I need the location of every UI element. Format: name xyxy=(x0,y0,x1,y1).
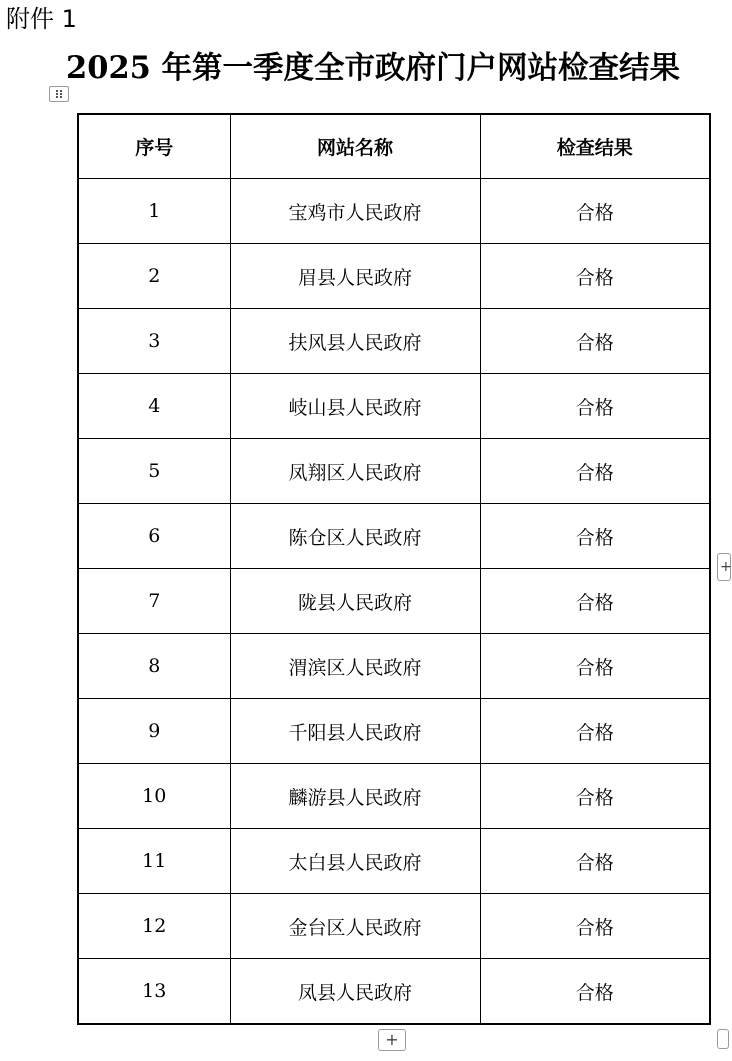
table-row xyxy=(78,179,710,244)
cell-check-result[interactable]: 合格 xyxy=(480,634,710,699)
cell-serial-number[interactable]: 12 xyxy=(78,894,230,959)
cell-website-name[interactable]: 凤翔区人民政府 xyxy=(230,439,480,504)
cell-check-result[interactable]: 合格 xyxy=(480,374,710,439)
cell-check-result[interactable]: 合格 xyxy=(480,764,710,829)
header-check-result[interactable]: 检查结果 xyxy=(480,114,710,179)
header-serial-number[interactable]: 序号 xyxy=(78,114,230,179)
table-row xyxy=(78,439,710,504)
table-resize-handle-icon[interactable] xyxy=(717,1029,729,1049)
cell-check-result[interactable]: 合格 xyxy=(480,244,710,309)
drag-dots-icon xyxy=(50,87,68,101)
cell-serial-number[interactable]: 8 xyxy=(78,634,230,699)
cell-serial-number[interactable]: 9 xyxy=(78,699,230,764)
table-row xyxy=(78,634,710,699)
table-row xyxy=(78,569,710,634)
cell-serial-number[interactable]: 5 xyxy=(78,439,230,504)
cell-website-name[interactable]: 陈仓区人民政府 xyxy=(230,504,480,569)
cell-website-name[interactable]: 眉县人民政府 xyxy=(230,244,480,309)
cell-check-result[interactable]: 合格 xyxy=(480,894,710,959)
header-website-name[interactable]: 网站名称 xyxy=(230,114,480,179)
cell-website-name[interactable]: 麟游县人民政府 xyxy=(230,764,480,829)
cell-check-result[interactable]: 合格 xyxy=(480,439,710,504)
table-header-row xyxy=(78,114,710,179)
results-table-container xyxy=(77,113,709,1025)
cell-serial-number[interactable]: 7 xyxy=(78,569,230,634)
table-move-handle-icon[interactable] xyxy=(49,86,69,102)
table-row xyxy=(78,244,710,309)
cell-website-name[interactable]: 金台区人民政府 xyxy=(230,894,480,959)
cell-check-result[interactable]: 合格 xyxy=(480,569,710,634)
cell-serial-number[interactable]: 13 xyxy=(78,959,230,1025)
cell-website-name[interactable]: 扶风县人民政府 xyxy=(230,309,480,374)
annex-label: 附件 1 xyxy=(6,5,77,33)
cell-check-result[interactable]: 合格 xyxy=(480,179,710,244)
cell-check-result[interactable]: 合格 xyxy=(480,504,710,569)
cell-check-result[interactable]: 合格 xyxy=(480,699,710,764)
table-body xyxy=(78,179,710,1025)
document-title: 2025 年第一季度全市政府门户网站检查结果 xyxy=(66,50,681,86)
table-row xyxy=(78,764,710,829)
table-row xyxy=(78,699,710,764)
table-row xyxy=(78,374,710,439)
cell-serial-number[interactable]: 6 xyxy=(78,504,230,569)
cell-check-result[interactable]: 合格 xyxy=(480,829,710,894)
cell-serial-number[interactable]: 3 xyxy=(78,309,230,374)
cell-website-name[interactable]: 渭滨区人民政府 xyxy=(230,634,480,699)
cell-website-name[interactable]: 陇县人民政府 xyxy=(230,569,480,634)
cell-serial-number[interactable]: 10 xyxy=(78,764,230,829)
table-row xyxy=(78,894,710,959)
cell-website-name[interactable]: 岐山县人民政府 xyxy=(230,374,480,439)
table-row xyxy=(78,309,710,374)
cell-serial-number[interactable]: 2 xyxy=(78,244,230,309)
table-row xyxy=(78,959,710,1025)
cell-serial-number[interactable]: 1 xyxy=(78,179,230,244)
cell-website-name[interactable]: 太白县人民政府 xyxy=(230,829,480,894)
table-row xyxy=(78,829,710,894)
results-table xyxy=(77,113,711,1025)
cell-website-name[interactable]: 千阳县人民政府 xyxy=(230,699,480,764)
cell-check-result[interactable]: 合格 xyxy=(480,959,710,1025)
add-column-button[interactable]: + xyxy=(717,553,731,581)
table-row xyxy=(78,504,710,569)
cell-website-name[interactable]: 宝鸡市人民政府 xyxy=(230,179,480,244)
cell-serial-number[interactable]: 4 xyxy=(78,374,230,439)
cell-check-result[interactable]: 合格 xyxy=(480,309,710,374)
cell-website-name[interactable]: 凤县人民政府 xyxy=(230,959,480,1025)
cell-serial-number[interactable]: 11 xyxy=(78,829,230,894)
add-row-button[interactable]: + xyxy=(378,1029,406,1051)
